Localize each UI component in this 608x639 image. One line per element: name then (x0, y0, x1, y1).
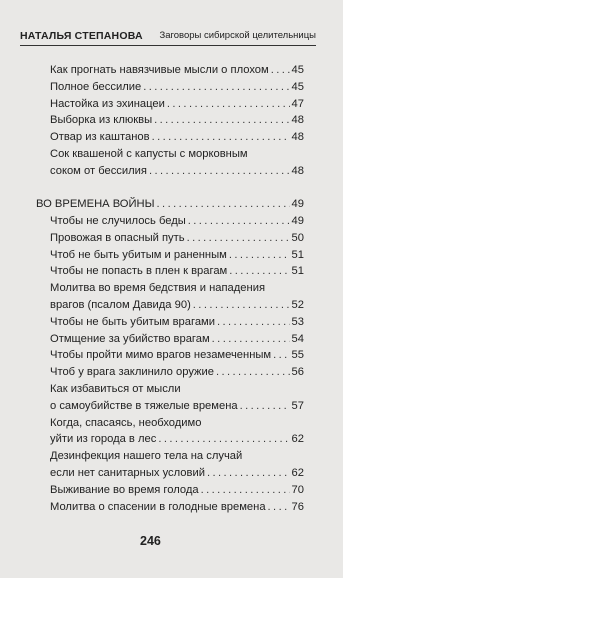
toc-entry-page: 52 (291, 299, 304, 311)
toc-leader (229, 263, 289, 279)
toc-section (36, 196, 304, 212)
toc-entry (50, 448, 242, 464)
toc-entry-title: Чтобы не попасть в плен к врагам (50, 265, 228, 277)
toc-leader (154, 112, 289, 128)
toc-entry-page: 53 (291, 316, 304, 328)
toc-entry (50, 398, 304, 414)
toc-leader (188, 213, 290, 229)
page-number: 246 (140, 534, 161, 548)
toc-entry-title: Полное бессилие (50, 81, 142, 93)
toc-entry-title: Отвар из каштанов (50, 131, 150, 143)
toc-entry (50, 146, 248, 162)
toc-entry-page: 51 (291, 265, 304, 277)
toc-leader (212, 331, 290, 347)
toc-leader (193, 297, 290, 313)
toc-entry-page: 49 (291, 198, 304, 210)
toc-entry (50, 163, 304, 179)
toc-entry-page: 51 (291, 249, 304, 261)
toc-entry (50, 96, 304, 112)
toc-entry (50, 482, 304, 498)
toc-leader (157, 196, 290, 212)
toc-entry (50, 280, 265, 296)
toc-leader (158, 431, 289, 447)
toc-entry-title: Чтоб не быть убитым и раненным (50, 249, 227, 261)
toc-entry (50, 465, 304, 481)
toc-leader (229, 247, 290, 263)
toc-entry-title: уйти из города в лес (50, 433, 157, 445)
toc-leader (271, 62, 290, 78)
toc-leader (268, 499, 290, 515)
toc-entry (50, 62, 304, 78)
toc-entry-page: 49 (291, 215, 304, 227)
toc-entry-title: соком от бессилия (50, 165, 147, 177)
toc-entry (50, 129, 304, 145)
toc-entry (50, 431, 304, 447)
toc-entry-page: 62 (291, 433, 304, 445)
toc-entry (50, 297, 304, 313)
toc-entry-page: 45 (291, 81, 304, 93)
toc-entry (50, 499, 304, 515)
toc-entry-title: Как прогнать навязчивые мысли о плохом (50, 64, 269, 76)
toc-entry-title: о самоубийстве в тяжелые времена (50, 400, 238, 412)
toc-entry-title: Чтоб у врага заклинило оружие (50, 366, 214, 378)
toc-entry-page: 50 (291, 232, 304, 244)
toc-entry-page: 70 (291, 484, 304, 496)
toc-entry (50, 364, 304, 380)
toc-entry-title: Провожая в опасный путь (50, 232, 185, 244)
toc-entry (50, 112, 304, 128)
toc-entry-page: 45 (291, 64, 304, 76)
toc-entry-title: Выборка из клюквы (50, 114, 153, 126)
header-rule (20, 45, 316, 46)
toc-entry-title: Чтобы не быть убитым врагами (50, 316, 215, 328)
toc-entry-page: 48 (291, 165, 304, 177)
running-header (20, 30, 316, 44)
toc-entry-title: Чтобы не случилось беды (50, 215, 186, 227)
toc-leader (217, 314, 290, 330)
toc-entry-title: врагов (псалом Давида 90) (50, 299, 191, 311)
toc-entry-page: 54 (291, 333, 304, 345)
toc-entry (50, 415, 201, 431)
toc-entry-title: Сок квашеной с капусты с морковным (50, 148, 248, 160)
toc-entry (50, 263, 304, 279)
toc-entry-page: 55 (291, 349, 304, 361)
toc-entry-page: 57 (291, 400, 304, 412)
toc-entry (50, 331, 304, 347)
toc-entry-title: Отмщение за убийство врагам (50, 333, 210, 345)
toc-entry (50, 79, 304, 95)
toc-entry-title: Выживание во время голода (50, 484, 199, 496)
toc-leader (187, 230, 290, 246)
toc-leader (207, 465, 290, 481)
author-name: НАТАЛЬЯ СТЕПАНОВА (20, 30, 143, 42)
toc-entry-title: Дезинфекция нашего тела на случай (50, 450, 243, 462)
toc-entry-title: Как избавиться от мысли (50, 383, 181, 395)
toc-entry-title: Молитва во время бедствия и нападения (50, 282, 265, 294)
toc-leader (149, 163, 290, 179)
toc-entry-page: 62 (291, 467, 304, 479)
toc-entry-title: Когда, спасаясь, необходимо (50, 417, 202, 429)
toc-leader (240, 398, 290, 414)
toc-leader (201, 482, 290, 498)
toc-leader (143, 79, 289, 95)
toc-entry-page: 56 (291, 366, 304, 378)
toc-entry (50, 381, 181, 397)
toc-entry-page: 47 (291, 98, 304, 110)
toc-entry-title: Чтобы пройти мимо врагов незамеченным (50, 349, 272, 361)
toc-entry (50, 314, 304, 330)
toc-section-title: ВО ВРЕМЕНА ВОЙНЫ (36, 198, 155, 210)
toc-leader (152, 129, 290, 145)
toc-entry (50, 247, 304, 263)
toc-leader (167, 96, 290, 112)
toc-entry (50, 213, 304, 229)
toc-entry-title: Настойка из эхинацеи (50, 98, 165, 110)
toc-entry-page: 48 (291, 131, 304, 143)
toc-leader (216, 364, 290, 380)
toc-entry-title: если нет санитарных условий (50, 467, 205, 479)
toc-entry-page: 48 (291, 114, 304, 126)
toc-entry (50, 230, 304, 246)
toc-entry (50, 347, 304, 363)
toc-entry-title: Молитва о спасении в голодные времена (50, 501, 266, 513)
book-title: Заговоры сибирской целительницы (159, 30, 316, 41)
toc-leader (273, 347, 289, 363)
toc-entry-page: 76 (291, 501, 304, 513)
